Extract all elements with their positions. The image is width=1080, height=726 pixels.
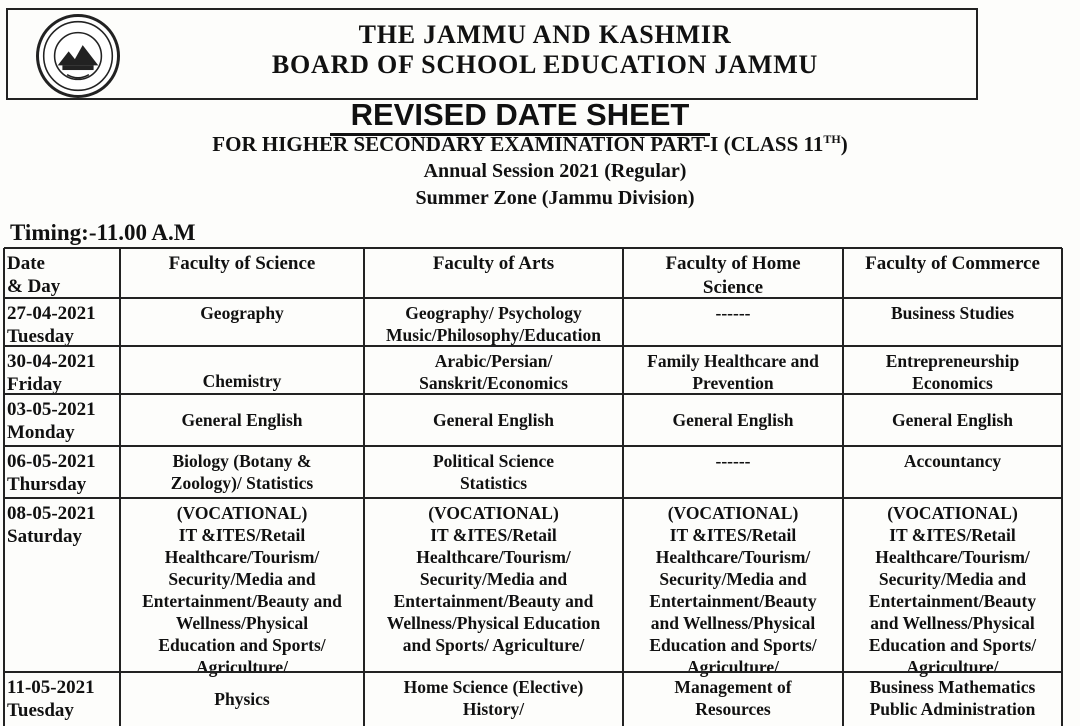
cell-line: Entertainment/Beauty and [393, 591, 594, 611]
subject-cell-science [120, 394, 364, 446]
subject-cell-science [120, 298, 364, 346]
cell-line: IT &ITES/Retail [669, 525, 797, 545]
cell-line: Tuesday [7, 700, 74, 721]
subject-cell-home [623, 394, 843, 446]
header-arts [364, 248, 623, 298]
cell-line: Security/Media and [878, 569, 1027, 589]
cell-line: General English [891, 410, 1014, 430]
cell-line: and Wellness/Physical [650, 613, 816, 633]
cell-line: IT &ITES/Retail [889, 525, 1016, 545]
date-cell [4, 346, 120, 394]
header-science [120, 248, 364, 298]
cell-line: Wellness/Physical [175, 613, 309, 633]
cell-line: Healthcare/Tourism/ [875, 547, 1030, 567]
cell-line: Science [702, 277, 764, 298]
cell-line: Chemistry [202, 371, 282, 391]
cell-line: Family Healthcare and [647, 351, 819, 371]
cell-line: 08-05-2021 [7, 503, 96, 524]
cell-line: IT &ITES/Retail [430, 525, 557, 545]
cell-line: Agriculture/ [686, 657, 780, 677]
subject-cell-arts [364, 394, 623, 446]
cell-line: Zoology)/ Statistics [170, 473, 314, 493]
cell-line: and Wellness/Physical [870, 613, 1035, 633]
org-line-2: BOARD OF SCHOOL EDUCATION JAMMU [271, 50, 819, 79]
cell-line: Music/Philosophy/Education [386, 325, 601, 345]
cell-line: Agriculture/ [195, 657, 289, 677]
exam-subtitle-end: ) [840, 132, 848, 156]
document-title: REVISED DATE SHEET [330, 98, 710, 136]
cell-line: Accountancy [903, 451, 1002, 471]
cell-line: (VOCATIONAL) [176, 503, 308, 523]
header-commerce [843, 248, 1062, 298]
cell-line: ------ [715, 303, 751, 323]
session-line: Annual Session 2021 (Regular) [423, 160, 687, 182]
cell-line: IT &ITES/Retail [178, 525, 306, 545]
cell-line: (VOCATIONAL) [887, 503, 1018, 523]
exam-subtitle-sup: TH [823, 132, 841, 146]
subject-cell-home [623, 672, 843, 726]
org-line-1: THE JAMMU AND KASHMIR [358, 20, 732, 49]
cell-line: Monday [7, 422, 75, 443]
header-home [623, 248, 843, 298]
date-cell [4, 498, 120, 672]
cell-line: Healthcare/Tourism/ [164, 547, 320, 567]
subject-cell-home [623, 498, 843, 677]
cell-line: Sanskrit/Economics [419, 373, 568, 393]
subject-cell-arts [364, 672, 623, 726]
cell-line: (VOCATIONAL) [667, 503, 799, 523]
cell-line: Management of [674, 677, 792, 697]
cell-line: Economics [912, 373, 993, 393]
cell-line: Education and Sports/ [158, 635, 326, 655]
subject-cell-arts [364, 298, 623, 346]
cell-line: Business Mathematics [869, 677, 1036, 697]
cell-line: Entertainment/Beauty [868, 591, 1037, 611]
cell-line: Security/Media and [168, 569, 316, 589]
cell-line: Education and Sports/ [868, 635, 1037, 655]
cell-line: and Sports/ Agriculture/ [402, 635, 585, 655]
organization-name [150, 20, 940, 80]
cell-line: Security/Media and [659, 569, 807, 589]
cell-line: (VOCATIONAL) [428, 503, 559, 523]
date-cell [4, 446, 120, 498]
cell-line: Saturday [7, 526, 82, 547]
subject-cell-science [120, 498, 364, 677]
cell-line: Agriculture/ [906, 657, 999, 677]
zone-line: Summer Zone (Jammu Division) [415, 187, 695, 209]
subject-cell-home [623, 298, 843, 346]
cell-line: Statistics [459, 473, 528, 493]
board-logo [36, 14, 120, 98]
cell-line: Entertainment/Beauty [649, 591, 817, 611]
cell-line: Date [7, 253, 45, 274]
cell-line: Faculty of Commerce [865, 253, 1040, 274]
cell-line: ------ [715, 451, 751, 471]
timing-label: Timing:-11.00 A.M [10, 220, 196, 245]
subject-cell-arts [364, 498, 623, 672]
cell-line: Healthcare/Tourism/ [416, 547, 571, 567]
subject-cell-commerce [843, 394, 1062, 446]
subject-cell-commerce [843, 346, 1062, 394]
cell-line: Entrepreneurship [885, 351, 1020, 371]
cell-line: General English [672, 410, 794, 430]
date-cell [4, 394, 120, 446]
subject-cell-science [120, 346, 364, 394]
cell-line: & Day [7, 276, 61, 297]
subject-cell-home [623, 346, 843, 394]
cell-line: Faculty of Home [665, 253, 801, 274]
cell-line: History/ [462, 699, 525, 719]
cell-line: Prevention [692, 373, 774, 393]
exam-subtitle [100, 132, 960, 157]
subject-cell-commerce [843, 446, 1062, 498]
cell-line: Biology (Botany & [172, 451, 312, 471]
cell-line: Political Science [432, 451, 554, 471]
cell-line: Faculty of Arts [432, 253, 555, 274]
subject-cell-commerce [843, 298, 1062, 346]
header-date [4, 248, 120, 298]
cell-line: General English [181, 410, 303, 430]
subject-cell-commerce [843, 498, 1062, 677]
date-cell [4, 672, 120, 726]
cell-line: Healthcare/Tourism/ [655, 547, 811, 567]
cell-line: 03-05-2021 [7, 399, 96, 420]
cell-line: Entertainment/Beauty and [142, 591, 342, 611]
cell-line: Arabic/Persian/ [434, 351, 553, 371]
subject-cell-arts [364, 346, 623, 394]
cell-line: Education and Sports/ [649, 635, 817, 655]
subject-cell-science [120, 672, 364, 726]
cell-line: Business Studies [890, 303, 1015, 323]
cell-line: General English [432, 410, 555, 430]
cell-line: Friday [7, 374, 62, 395]
cell-line: Thursday [7, 474, 87, 495]
date-cell [4, 298, 120, 346]
cell-line: Wellness/Physical Education [386, 613, 601, 633]
cell-line: Public Administration [869, 699, 1036, 719]
subject-cell-home [623, 446, 843, 498]
cell-line: Faculty of Science [168, 253, 316, 274]
cell-line: 06-05-2021 [7, 451, 96, 472]
cell-line: Resources [695, 699, 771, 719]
subject-cell-commerce [843, 672, 1062, 726]
cell-line: 27-04-2021 [7, 303, 96, 324]
subject-cell-arts [364, 446, 623, 498]
cell-line: 11-05-2021 [7, 677, 95, 698]
cell-line: Geography [200, 303, 284, 323]
cell-line: 30-04-2021 [7, 351, 96, 372]
cell-line: Tuesday [7, 326, 74, 347]
exam-subtitle-text: FOR HIGHER SECONDARY EXAMINATION PART-I (CLASS 11 [212, 132, 824, 156]
cell-line: Security/Media and [419, 569, 568, 589]
cell-line: Physics [214, 689, 270, 709]
subject-cell-science [120, 446, 364, 498]
cell-line: Geography/ Psychology [405, 303, 582, 323]
cell-line: Home Science (Elective) [403, 677, 584, 697]
